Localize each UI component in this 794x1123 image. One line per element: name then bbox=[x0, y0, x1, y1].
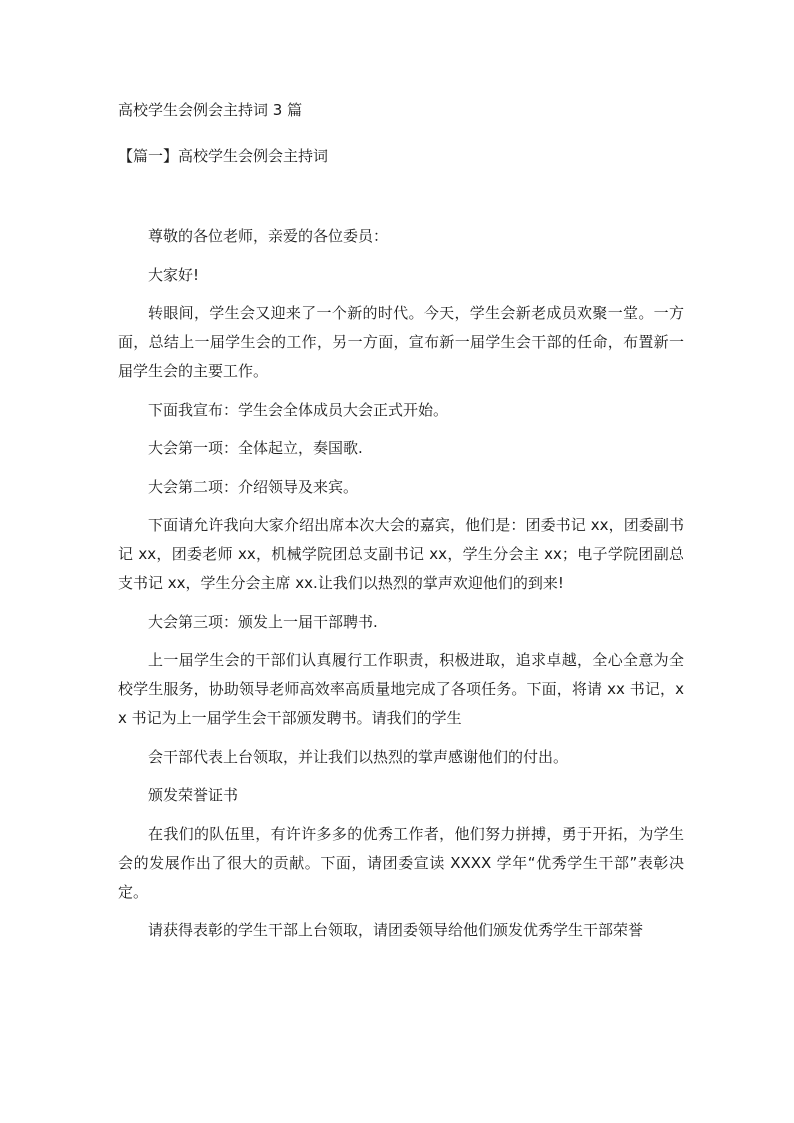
paragraph-announcement: 下面我宣布：学生会全体成员大会正式开始。 bbox=[148, 400, 449, 419]
document-body bbox=[118, 222, 684, 955]
paragraph-representatives: 会干部代表上台领取，并让我们以热烈的掌声感谢他们的付出。 bbox=[148, 747, 569, 766]
paragraph-item-two: 大会第二项：介绍领导及来宾。 bbox=[148, 477, 359, 496]
paragraph-salutation: 尊敬的各位老师，亲爱的各位委员： bbox=[148, 227, 389, 245]
paragraph-opening: 转眼间，学生会又迎来了一个新的时代。今天，学生会新老成员欢聚一堂。一方面，总结上一届学生会的工作，另一方面，宣布新一届学生会干部的任命，布置新一届学生会的主要工作。 bbox=[118, 304, 684, 380]
document-title: 高校学生会例会主持词 3 篇 bbox=[118, 101, 303, 119]
paragraph-guests: 下面请允许我向大家介绍出席本次大会的嘉宾，他们是：团委书记 xx，团委副书记 xx，团委老师 xx，机械学院团总支副书记 xx，学生分会主 xx；电子学院团副总支书记 xx，学生分会主席 xx.让我们以热烈的掌声欢迎他们的到来! bbox=[118, 516, 684, 592]
paragraph-commendation: 请获得表彰的学生干部上台领取，请团委领导给他们颁发优秀学生干部荣誉 bbox=[148, 921, 644, 939]
paragraph-item-one: 大会第一项：全体起立，奏国歌. bbox=[148, 439, 363, 457]
paragraph-greeting: 大家好! bbox=[148, 265, 200, 284]
paragraph-outstanding-workers: 在我们的队伍里，有许许多多的优秀工作者，他们努力拼搏，勇于开拓，为学生会的发展作出了很大的贡献。下面，请团委宣读 XXXX 学年“优秀学生干部”表彰决定。 bbox=[118, 824, 684, 901]
paragraph-item-three: 大会第三项：颁发上一届干部聘书. bbox=[148, 612, 378, 631]
paragraph-previous-cadres: 上一届学生会的干部们认真履行工作职责，积极进取，追求卓越，全心全意为全校学生服务，协助领导老师高效率高质量地完成了各项任务。下面，将请 xx 书记，xx 书记为上一届学生会干部颁发聘书。请我们的学生 bbox=[118, 651, 684, 727]
section-heading: 【篇一】高校学生会例会主持词 bbox=[118, 147, 329, 165]
paragraph-honor-certificates: 颁发荣誉证书 bbox=[148, 786, 239, 804]
